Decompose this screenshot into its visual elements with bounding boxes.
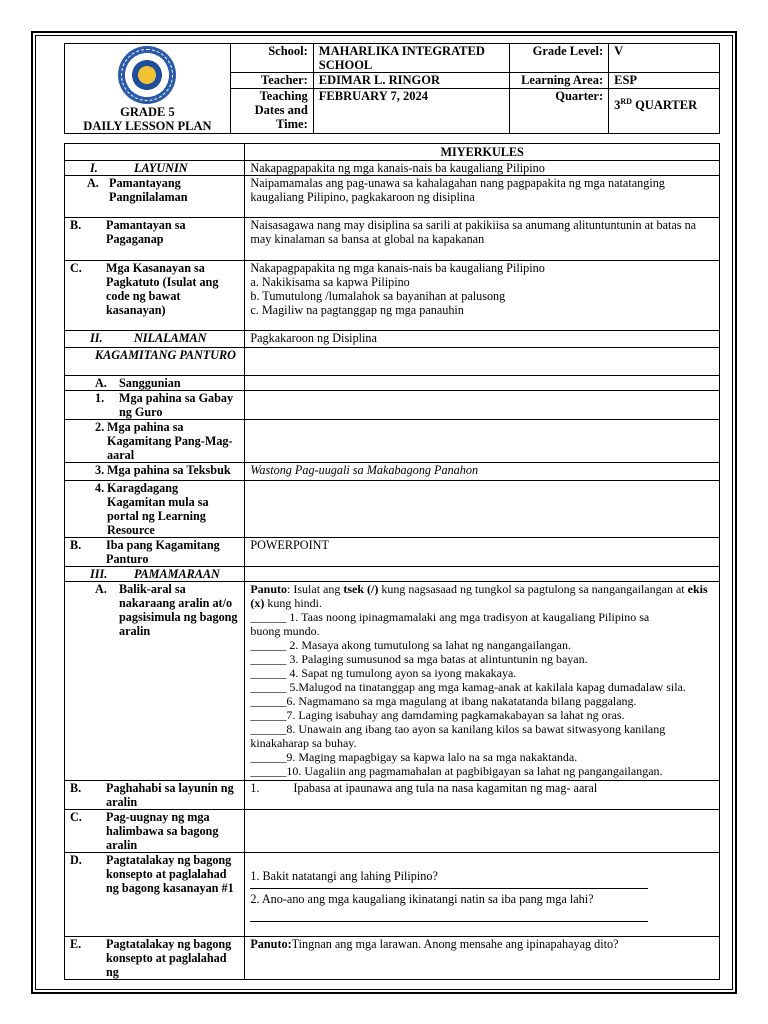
pamamaraan-label <box>65 567 245 582</box>
dates-value: FEBRUARY 7, 2024 <box>313 89 510 134</box>
quiz-item: kinakaharap sa buhay. <box>250 736 357 750</box>
quarter-value <box>609 89 720 134</box>
pamantayan-pagganap-letter: B. <box>70 218 82 232</box>
deped-seal-icon <box>118 46 176 104</box>
teacher-label: Teacher: <box>230 73 313 89</box>
pag-uugnay-label <box>65 810 245 853</box>
quarter-number: 3 <box>614 98 621 113</box>
layunin-text: LAYUNIN <box>134 161 188 175</box>
pamantayang-pangnilalaman-label <box>65 176 245 218</box>
balik-aral-instructions <box>250 582 714 610</box>
dates-label <box>230 89 313 134</box>
kasanayan-value <box>245 261 720 331</box>
quiz-item: ______ 1. Taas noong ipinagmamalaki ang mga tradisyon at kaugaliang Pilipino sa <box>250 610 650 624</box>
kagamitang-mag-aaral-label <box>65 420 245 463</box>
paghahabi-text-value: Ipabasa at ipaunawa ang tula na nasa kagamitan ng mag- aaral <box>293 781 598 795</box>
layunin-value: Nakapagpapakita ng mga kanais-nais ba kaugaliang Pilipino <box>245 161 720 176</box>
quiz-item: ______ 4. Sapat ng tumulong ayon sa iyong makakaya. <box>250 666 517 680</box>
pag-uugnay-value <box>245 810 720 853</box>
balik-aral-value <box>245 582 720 781</box>
pagtatalakay-1-letter: D. <box>70 853 82 867</box>
quiz-item: ______7. Laging isabuhay ang damdaming pagkamakabayan sa lahat ng oras. <box>250 708 625 722</box>
layunin-label <box>65 161 245 176</box>
dates-label-line3: Time: <box>276 117 308 132</box>
panuto-text: kung nagsasaad ng tungkol sa pagtulong sa nangangailangan at <box>378 582 688 596</box>
gabay-guro-value <box>245 391 720 420</box>
sanggunian-text: Sanggunian <box>119 376 181 390</box>
quiz-item: ______6. Nagmamano sa mga magulang at ibang nakatatanda bilang paggalang. <box>250 694 637 708</box>
day-header: MIYERKULES <box>245 144 720 161</box>
ekis-term: ekis (x) <box>250 582 708 610</box>
balik-aral-text: Balik-aral sa nakaraang aralin at/o pagsisimula ng bagong aralin <box>119 582 238 638</box>
nilalaman-label <box>65 331 245 348</box>
nilalaman-text: NILALAMAN <box>134 331 207 345</box>
teksbuk-num: 3. <box>95 463 105 477</box>
grade-title: GRADE 5 <box>120 105 175 119</box>
lesson-plan-table <box>64 143 720 980</box>
teksbuk-text: Mga pahina sa Teksbuk <box>107 463 231 477</box>
quiz-item: ______10. Uagaliin ang pagmamahalan at pagbibigayan sa lahat ng pangangailangan. <box>250 764 663 778</box>
pagtatalakay-2-text: Pagtatalakay ng bagong konsepto at paglalahad ng <box>106 937 232 979</box>
karagdagang-num: 4. <box>95 481 105 495</box>
pamantayang-pangnilalaman-letter: A. <box>87 176 99 190</box>
karagdagang-value <box>245 481 720 538</box>
dates-label-line2: Dates and <box>254 103 308 118</box>
balik-aral-letter: A. <box>95 582 107 596</box>
kagamitang-mag-aaral-value <box>245 420 720 463</box>
quiz-item: ______8. Unawain ang ibang tao ayon sa kanilang kilos sa bawat sitwasyong kanilang <box>250 722 666 736</box>
plan-title: DAILY LESSON PLAN <box>83 119 212 133</box>
school-value: MAHARLIKA INTEGRATED SCHOOL <box>313 44 510 73</box>
iba-pang-kagamitan-label <box>65 538 245 567</box>
paghahabi-value <box>245 781 720 810</box>
quiz-item: buong mundo. <box>250 624 320 638</box>
iba-pang-kagamitan-text: Iba pang Kagamitang Panturo <box>106 538 220 566</box>
kasanayan-text: Mga Kasanayan sa Pagkatuto (Isulat ang code ng bawat kasanayan) <box>106 261 219 317</box>
quiz-item: ______ 2. Masaya akong tumutulong sa lahat ng nangangailangan. <box>250 638 571 652</box>
school-label: School: <box>230 44 313 73</box>
grade-level-value: V <box>609 44 720 73</box>
paghahabi-label <box>65 781 245 810</box>
kagamitang-mag-aaral-num: 2. <box>95 420 105 434</box>
kasanayan-line: c. Magiliw na pagtanggap ng mga panauhin <box>250 303 464 317</box>
panuto-text: : Isulat ang <box>287 582 344 596</box>
pamantayang-pangnilalaman-value: Naipamamalas ang pag-unawa sa kahalagahan nang pagpapakita ng mga natatanging kaugaliang Pilipino, pagkakaroon ng disiplina <box>245 176 720 218</box>
pagtatalakay-2-value <box>245 937 720 980</box>
balik-aral-label <box>65 582 245 781</box>
iba-pang-kagamitan-value: POWERPOINT <box>245 538 720 567</box>
sanggunian-letter: A. <box>95 376 107 390</box>
pagtatalakay-1-value <box>245 853 720 937</box>
pagtatalakay-2-letter: E. <box>70 937 82 951</box>
kagamitang-panturo-label: KAGAMITANG PANTURO <box>65 348 245 376</box>
learning-area-label: Learning Area: <box>510 73 609 89</box>
sanggunian-label <box>65 376 245 391</box>
answer-line-1 <box>250 883 648 889</box>
gabay-guro-label <box>65 391 245 420</box>
learning-area-value: ESP <box>609 73 720 89</box>
quarter-suffix: RD <box>620 97 632 107</box>
quarter-word: QUARTER <box>631 98 698 113</box>
grade-level-label: Grade Level: <box>510 44 609 73</box>
pamantayan-pagganap-text: Pamantayan sa Pagaganap <box>106 218 186 246</box>
kasanayan-label <box>65 261 245 331</box>
kagamitang-mag-aaral-text: Mga pahina sa Kagamitang Pang-Mag-aaral <box>107 420 233 462</box>
header-logo-cell <box>65 44 231 134</box>
kasanayan-letter: C. <box>70 261 82 275</box>
pagtatalakay-2-label <box>65 937 245 980</box>
nilalaman-num: II. <box>90 331 103 345</box>
pamantayan-pagganap-value: Naisasagawa nang may disiplina sa sarili at pakikiisa sa anumang alituntuntunin at batas na may kinalaman sa bansa at global na kapakanan <box>245 218 720 261</box>
teacher-value: EDIMAR L. RINGOR <box>313 73 510 89</box>
panuto-label-e: Panuto: <box>250 937 292 951</box>
pamamaraan-value <box>245 567 720 582</box>
blank-header-cell <box>65 144 245 161</box>
teksbuk-value: Wastong Pag-uugali sa Makabagong Panahon <box>245 463 720 481</box>
pagtatalakay-1-text: Pagtatalakay ng bagong konsepto at paglalahad ng bagong kasanayan #1 <box>106 853 234 895</box>
panuto-text: kung hindi. <box>264 596 323 610</box>
tsek-term: tsek (/) <box>343 582 379 596</box>
gabay-guro-num: 1. <box>95 391 105 405</box>
pamamaraan-text: PAMAMARAAN <box>134 567 220 581</box>
pag-uugnay-letter: C. <box>70 810 82 824</box>
gabay-guro-text: Mga pahina sa Gabay ng Guro <box>119 391 234 419</box>
header-table <box>64 43 720 134</box>
paghahabi-num: 1. <box>250 781 260 795</box>
nilalaman-value: Pagkakaroon ng Disiplina <box>245 331 720 348</box>
kasanayan-line: Nakapagpapakita ng mga kanais-nais ba kaugaliang Pilipino <box>250 261 545 275</box>
teksbuk-label <box>65 463 245 481</box>
sanggunian-value <box>245 376 720 391</box>
answer-line-2 <box>250 916 648 922</box>
quarter-label: Quarter: <box>510 89 609 134</box>
question-1: 1. Bakit natatangi ang lahing Pilipino? <box>250 869 438 883</box>
quiz-item: ______ 5.Malugod na tinatanggap ang mga kamag-anak at kakilala kapag dumadalaw sila. <box>250 680 686 694</box>
karagdagang-text: Karagdagang Kagamitan mula sa portal ng Learning Resource <box>107 481 209 537</box>
kasanayan-line: a. Nakikisama sa kapwa Pilipino <box>250 275 410 289</box>
layunin-num: I. <box>90 161 98 175</box>
pag-uugnay-text: Pag-uugnay ng mga halimbawa sa bagong aralin <box>106 810 219 852</box>
pamantayan-pagganap-label <box>65 218 245 261</box>
paghahabi-letter: B. <box>70 781 82 795</box>
pamantayang-pangnilalaman-text: Pamantayang Pangnilalaman <box>109 176 188 204</box>
question-2: 2. Ano-ano ang mga kaugaliang ikinatangi natin sa iba pang mga lahi? <box>250 892 594 906</box>
dates-label-line1: Teaching <box>259 89 308 104</box>
pamamaraan-num: III. <box>90 567 108 581</box>
pagtatalakay-2-text-value: Tingnan ang mga larawan. Anong mensahe ang ipinapahayag dito? <box>291 937 619 951</box>
paghahabi-text: Paghahabi sa layunin ng aralin <box>106 781 234 809</box>
quiz-item: ______ 3. Palaging sumusunod sa mga batas at alintuntunin ng bayan. <box>250 652 588 666</box>
quiz-item: ______9. Maging mapagbigay sa kapwa lalo na sa mga nakaktanda. <box>250 750 578 764</box>
kasanayan-line: b. Tumutulong /lumalahok sa bayanihan at palusong <box>250 289 506 303</box>
karagdagang-label <box>65 481 245 538</box>
iba-pang-kagamitan-letter: B. <box>70 538 82 552</box>
panuto-label: Panuto <box>250 582 288 596</box>
pagtatalakay-1-label <box>65 853 245 937</box>
kagamitang-panturo-value <box>245 348 720 376</box>
